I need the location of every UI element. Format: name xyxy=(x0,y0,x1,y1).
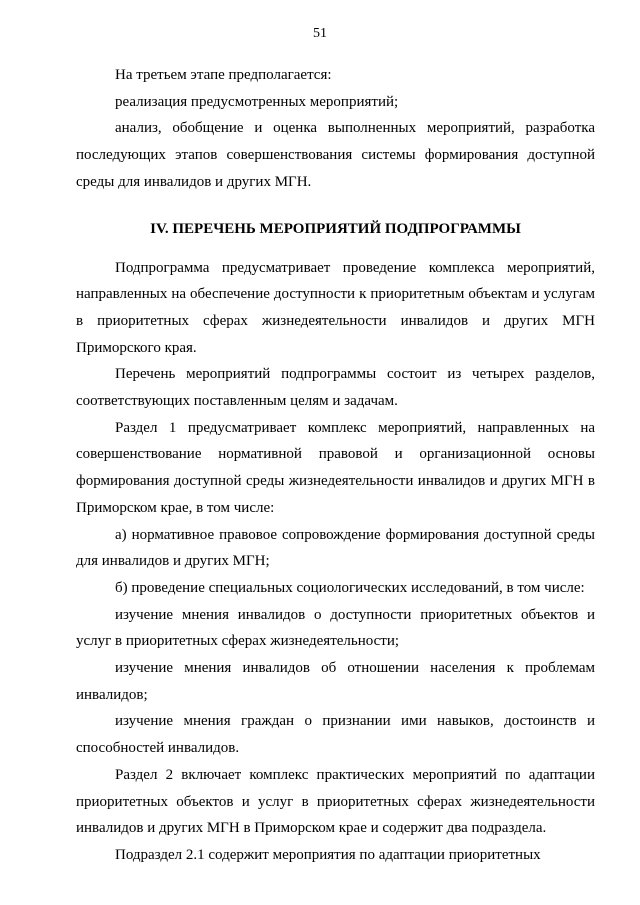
section-heading: IV. ПЕРЕЧЕНЬ МЕРОПРИЯТИЙ ПОДПРОГРАММЫ xyxy=(150,220,521,237)
paragraph-study-3: изучение мнения граждан о признании ими навыков, достоинств и способностей инвалидов. xyxy=(76,713,595,757)
paragraph-stage-item-1: реализация предусмотренных мероприятий; xyxy=(115,93,399,110)
paragraph-item-a: а) нормативное правовое сопровождение формирования доступной среды для инвалидов и других МГН; xyxy=(76,526,595,570)
paragraph-stage-item-2: анализ, обобщение и оценка выполненных мероприятий, разработка последующих этапов совершенствования системы формирования доступной среды для инвалидов и других МГН. xyxy=(76,120,595,190)
paragraph-subprogram-intro: Подпрограмма предусматривает проведение комплекса мероприятий, направленных на обеспечение доступности к приоритетным объектам и услугам в приоритетных сферах жизнедеятельности инвалидов и других МГН Приморского края. xyxy=(76,259,595,356)
paragraph-item-b: б) проведение специальных социологических исследований, в том числе: xyxy=(115,579,585,596)
paragraph-stage-intro: На третьем этапе предполагается: xyxy=(115,67,332,83)
paragraph-list-structure: Перечень мероприятий подпрограммы состоит из четырех разделов, соответствующих поставленным целям и задачам. xyxy=(76,366,595,410)
paragraph-study-2: изучение мнения инвалидов об отношении населения к проблемам инвалидов; xyxy=(76,660,595,703)
paragraph-subsection-2-1: Подраздел 2.1 содержит мероприятия по адаптации приоритетных xyxy=(115,846,541,863)
body-text xyxy=(76,62,595,869)
paragraph-section-1: Раздел 1 предусматривает комплекс мероприятий, направленных на совершенствование нормативной правовой и организационной основы формирования доступной среды жизнедеятельности инвалидов и других МГН в Приморском крае, в том числе: xyxy=(76,419,595,516)
paragraph-section-2: Раздел 2 включает комплекс практических мероприятий по адаптации приоритетных объектов и услуг в приоритетных сферах жизнедеятельности инвалидов и других МГН в Приморском крае и содержит два подраздела. xyxy=(76,766,595,837)
paragraph-study-1: изучение мнения инвалидов о доступности приоритетных объектов и услуг в приоритетных сферах жизнедеятельности; xyxy=(76,606,595,650)
page-number: 51 xyxy=(313,26,327,41)
